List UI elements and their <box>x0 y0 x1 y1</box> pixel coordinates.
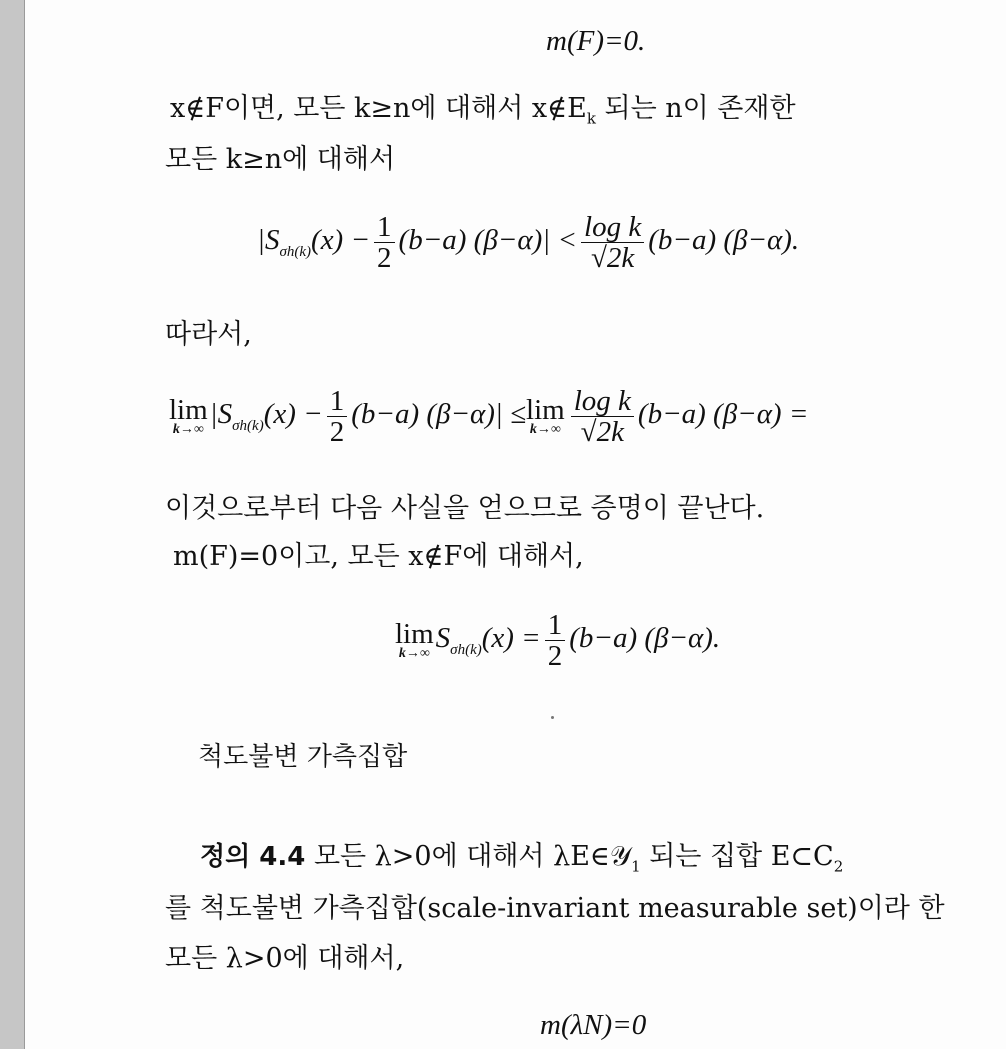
section-heading: 척도불변 가측집합 <box>198 742 408 772</box>
fraction-denominator: √2k <box>590 242 635 274</box>
subscript: 1 <box>631 857 641 876</box>
subscript: k <box>586 109 596 128</box>
fraction-numerator: log k <box>571 386 634 417</box>
eq-term: (x) − <box>263 398 323 431</box>
equation-limit <box>395 610 720 671</box>
eq-term: |S <box>257 224 280 257</box>
fraction-denominator: 2 <box>547 640 563 672</box>
limit-label: lim <box>395 617 434 650</box>
equation-scale-null: m(λN)=0 <box>540 1009 647 1041</box>
eq-term: |S <box>209 398 233 431</box>
paragraph-line: 따라서, <box>165 319 252 350</box>
equation-m-f-zero: m(F)=0. <box>546 25 646 57</box>
definition-label: 정의 4.4 <box>200 842 306 872</box>
fraction-log <box>571 386 634 447</box>
limit-label: lim <box>169 393 208 426</box>
definition-line: 를 척도불변 가측집합(scale-invariant measurable set)이라 한 <box>165 893 945 924</box>
eq-term: (b−a) (β−α)| < <box>398 224 578 257</box>
eq-subscript: σh(k) <box>450 641 482 658</box>
paragraph-line: 모든 k≥n에 대해서 <box>165 144 396 175</box>
text-run: 되는 n이 존재한 <box>604 93 796 124</box>
fraction-numerator: 1 <box>327 386 348 417</box>
paragraph-line: m(F)=0이고, 모든 x∉F에 대해서, <box>173 541 584 572</box>
equation-bound <box>257 212 799 273</box>
limit-label: lim <box>526 393 565 426</box>
fraction-half <box>327 386 348 447</box>
limit-subscript: k→∞ <box>172 421 204 437</box>
fraction-numerator: 1 <box>545 610 566 641</box>
document-page <box>25 0 1006 1049</box>
fraction-log <box>581 212 644 273</box>
paragraph-line <box>170 92 796 135</box>
fraction-half <box>374 212 395 273</box>
text-run: 모든 λ>0에 대해서 λE∈𝒴 <box>313 841 632 872</box>
limit-operator <box>169 393 208 437</box>
eq-term: (b−a) (β−α). <box>569 622 721 655</box>
limit-subscript: k→∞ <box>398 645 430 661</box>
eq-term: (b−a) (β−α)| ≤ <box>351 398 527 431</box>
subscript: 2 <box>833 857 844 876</box>
eq-term: (b−a) (β−α) = <box>637 398 809 431</box>
eq-subscript: σh(k) <box>279 243 312 260</box>
eq-term: (x) = <box>481 622 541 655</box>
limit-operator <box>526 393 565 437</box>
scan-speck <box>551 716 554 719</box>
definition-line: 모든 λ>0에 대해서, <box>165 943 405 974</box>
limit-subscript: k→∞ <box>529 421 561 437</box>
viewer-left-gutter <box>0 0 25 1049</box>
fraction-numerator: log k <box>581 212 644 243</box>
paragraph-line: 이것으로부터 다음 사실을 얻으므로 증명이 끝난다. <box>165 493 765 524</box>
text-run: 되는 집합 E⊂C <box>649 841 834 872</box>
fraction-denominator: √2k <box>580 416 624 448</box>
fraction-denominator: 2 <box>377 242 392 274</box>
limit-operator <box>395 617 434 661</box>
eq-term: S <box>435 622 451 655</box>
equation-limit-bound <box>169 386 808 447</box>
fraction-half <box>545 610 566 671</box>
definition-line <box>200 840 843 883</box>
fraction-denominator: 2 <box>329 416 345 448</box>
eq-subscript: σh(k) <box>232 417 264 434</box>
eq-term: (x) − <box>311 224 371 257</box>
fraction-numerator: 1 <box>374 212 395 243</box>
text-run: x∉F이면, 모든 k≥n에 대해서 x∉E <box>170 93 587 124</box>
eq-term: (b−a) (β−α). <box>648 224 800 257</box>
